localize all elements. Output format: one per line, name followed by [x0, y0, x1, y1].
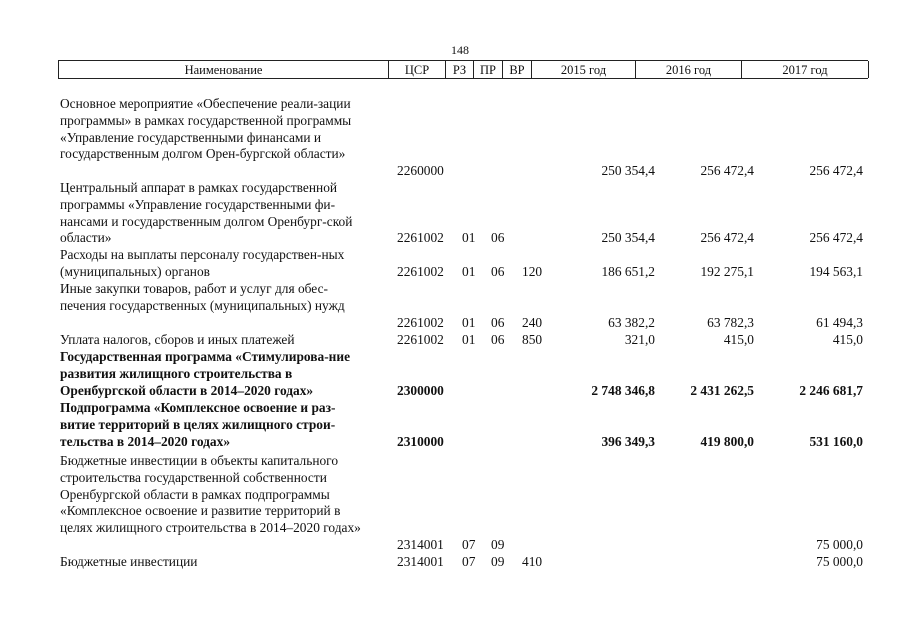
row-2016: 256 472,4	[700, 163, 754, 179]
row-csr: 2300000	[397, 383, 444, 399]
row-rz: 07	[462, 554, 476, 570]
row-2016: 256 472,4	[700, 230, 754, 246]
row-csr: 2261002	[397, 264, 444, 280]
row-csr: 2310000	[397, 434, 444, 450]
row-2017: 194 563,1	[809, 264, 863, 280]
table-header	[58, 60, 868, 79]
row-2016: 419 800,0	[700, 434, 754, 450]
table-row	[0, 554, 905, 571]
row-2017: 61 494,3	[816, 315, 863, 331]
row-name: Бюджетные инвестиции в объекты капитального строительства государственной собственности Оренбургской области в рамках подпрограммы «Комплексное освоение и развитие территорий в целях жилищного строительства в 2014–2020 годах»	[60, 453, 361, 536]
table-row	[0, 281, 905, 332]
row-2015: 396 349,3	[601, 434, 655, 450]
row-csr: 2261002	[397, 315, 444, 331]
row-csr: 2314001	[397, 537, 444, 553]
row-name: Иные закупки товаров, работ и услуг для обес-печения государственных (муниципальных) нужд	[60, 281, 345, 313]
table-row	[0, 247, 905, 281]
row-2016: 192 275,1	[700, 264, 754, 280]
row-2017: 256 472,4	[809, 163, 863, 179]
row-2015: 2 748 346,8	[591, 383, 655, 399]
row-2015: 250 354,4	[601, 163, 655, 179]
row-vr: 410	[522, 554, 543, 570]
row-pr: 06	[491, 230, 505, 246]
column-header-vr: ВР	[502, 61, 531, 78]
row-2015: 186 651,2	[601, 264, 655, 280]
column-header-pr: ПР	[473, 61, 502, 78]
row-pr: 09	[491, 537, 505, 553]
row-2015: 321,0	[624, 332, 655, 348]
row-2017: 415,0	[832, 332, 863, 348]
row-csr: 2314001	[397, 554, 444, 570]
row-pr: 06	[491, 332, 505, 348]
row-2017: 75 000,0	[816, 554, 863, 570]
column-header-rz: РЗ	[445, 61, 473, 78]
column-header-2015: 2015 год	[531, 61, 635, 78]
column-header-csr: ЦСР	[388, 61, 445, 78]
table-row	[0, 180, 905, 247]
row-name: Уплата налогов, сборов и иных платежей	[60, 332, 295, 347]
table-row	[0, 332, 905, 349]
row-rz: 01	[462, 230, 476, 246]
row-2015: 63 382,2	[608, 315, 655, 331]
row-2017: 2 246 681,7	[799, 383, 863, 399]
row-name: Основное мероприятие «Обеспечение реали-зации программы» в рамках государственной программы «Управление государственными финансами и государственным долгом Орен-бургской области»	[60, 96, 352, 162]
row-name: Государственная программа «Стимулирова-ние развития жилищного строительства в Оренбургской области в 2014–2020 годах»	[60, 349, 351, 398]
row-rz: 07	[462, 537, 476, 553]
row-csr: 2261002	[397, 332, 444, 348]
row-rz: 01	[462, 332, 476, 348]
row-name: Бюджетные инвестиции	[60, 554, 198, 569]
page-number: 148	[451, 43, 469, 57]
column-header-2016: 2016 год	[635, 61, 741, 78]
row-vr: 240	[522, 315, 543, 331]
row-vr: 850	[522, 332, 543, 348]
table-row	[0, 349, 905, 400]
row-pr: 06	[491, 315, 505, 331]
row-rz: 01	[462, 264, 476, 280]
row-vr: 120	[522, 264, 543, 280]
row-csr: 2261002	[397, 230, 444, 246]
table-row	[0, 400, 905, 451]
table-row	[0, 453, 905, 554]
row-2015: 250 354,4	[601, 230, 655, 246]
row-2017: 75 000,0	[816, 537, 863, 553]
column-header-2017: 2017 год	[741, 61, 869, 78]
column-header-name: Наименование	[58, 61, 388, 78]
row-csr: 2260000	[397, 163, 444, 179]
table-row	[0, 96, 905, 180]
row-name: Подпрограмма «Комплексное освоение и раз-витие территорий в целях жилищного строи-тельства в 2014–2020 годах»	[60, 400, 336, 449]
row-2016: 63 782,3	[707, 315, 754, 331]
row-pr: 06	[491, 264, 505, 280]
row-2017: 531 160,0	[809, 434, 863, 450]
row-2017: 256 472,4	[809, 230, 863, 246]
row-name: Центральный аппарат в рамках государственной программы «Управление государственными фи-нансами и государственным долгом Оренбург-ской области»	[60, 180, 353, 246]
row-2016: 2 431 262,5	[690, 383, 754, 399]
row-pr: 09	[491, 554, 505, 570]
row-2016: 415,0	[723, 332, 754, 348]
row-rz: 01	[462, 315, 476, 331]
row-name: Расходы на выплаты персоналу государствен-ных (муниципальных) органов	[60, 247, 345, 279]
